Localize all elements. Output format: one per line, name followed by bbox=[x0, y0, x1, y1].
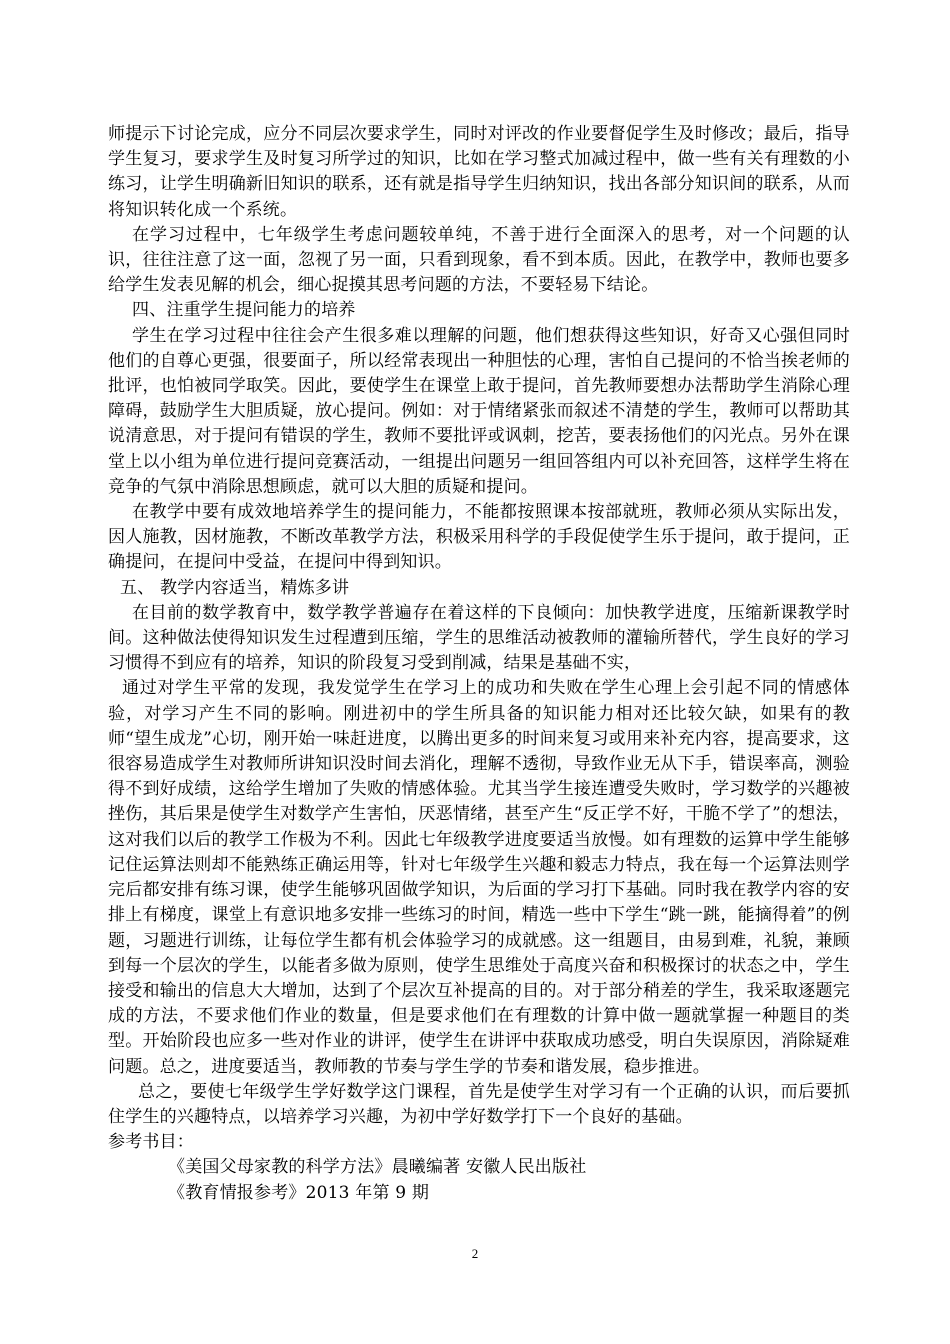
reference-item: 《教育情报参考》2013 年第 9 期 bbox=[168, 1182, 430, 1203]
paragraph: 在学习过程中，七年级学生考虑问题较单纯，不善于进行全面深入的思考，对一个问题的认识，往往注意了这一面，忽视了另一面，只看到现象，看不到本质。因此，在教学中，教师也要多给学生发表见解的机会，细心捉摸其思考问题的方法，不要轻易下结论。 bbox=[108, 224, 850, 296]
paragraph: 在目前的数学教育中，数学教学普遍存在着这样的下良倾向：加快教学进度，压缩新课教学时间。这种做法使得知识发生过程遭到压缩，学生的思维活动被教师的灌输所替代，学生良好的学习习惯得不到应有的培养，知识的阶段复习受到削减，结果是基础不实， bbox=[108, 602, 850, 674]
page-number: 2 bbox=[471, 1246, 479, 1261]
section-heading-5: 五、 教学内容适当，精炼多讲 bbox=[120, 577, 350, 598]
paragraph: 在教学中要有成效地培养学生的提问能力，不能都按照课本按部就班，教师必须从实际出发，因人施教，因材施教，不断改革教学方法，积极采用科学的手段促使学生乐于提问，敢于提问，正确提问，在提问中受益，在提问中得到知识。 bbox=[108, 502, 850, 573]
paragraph: 学生在学习过程中往往会产生很多难以理解的问题，他们想获得这些知识，好奇又心强但同时他们的自尊心更强，很要面子，所以经常表现出一种胆怯的心理，害怕自己提问的不恰当挨老师的批评，也怕被同学取笑。因此，要使学生在课堂上敢于提问，首先教师要想办法帮助学生消除心理障碍，鼓励学生大胆质疑，放心提问。例如：对于情绪紧张而叙述不清楚的学生，教师可以帮助其说清意思，对于提问有错误的学生，教师不要批评或讽刺，挖苦，要表扬他们的闪光点。另外在课堂上以小组为单位进行提问竞赛活动，一组提出问题另一组回答组内可以补充回答，这样学生将在竞争的气氛中消除思想顾虑，就可以大胆的质疑和提问。 bbox=[108, 325, 850, 497]
reference-item: 《美国父母家教的科学方法》晨曦编著 安徽人民出版社 bbox=[168, 1157, 587, 1178]
body-text bbox=[108, 122, 850, 1206]
paragraph: 通过对学生平常的发现，我发觉学生在学习上的成功和失败在学生心理上会引起不同的情感体验，对学习产生不同的影响。刚进初中的学生所具备的知识能力相对还比较欠缺，如果有的教师“望生成龙”心切，刚开始一味赶进度，以腾出更多的时间来复习或用来补充内容，提高要求，这很容易造成学生对教师所讲知识没时间去消化，理解不透彻，导致作业无从下手，错误率高，测验得不到好成绩，这给学生增加了失败的情感体验。尤其当学生接连遭受失败时，学习数学的兴趣被挫伤，其后果是使学生对数学产生害怕，厌恶情绪，甚至产生“反正学不好，干脆不学了”的想法，这对我们以后的教学工作极为不利。因此七年级教学进度要适当放慢。如有理数的运算中学生能够记住运算法则却不能熟练正确运用等，针对七年级学生兴趣和毅志力特点，我在每一个运算法则学完后都安排有练习课，使学生能够巩固做学知识，为后面的学习打下基础。同时我在教学内容的安排上有梯度，课堂上有意识地多安排一些练习的时间，精选一些中下学生“跳一跳，能摘得着”的例题，习题进行训练，让每位学生都有机会体验学习的成就感。这一组题目，由易到难，礼貌，兼顾到每一个层次的学生，以能者多做为原则，使学生思维处于高度兴奋和积极探讨的状态之中，学生接受和输出的信息大大增加，达到了个层次互补提高的目的。对于部分稍差的学生，我采取逐题完成的方法，不要求他们作业的数量，但是要求他们在有理数的计算中做一题就掌握一种题目的类型。开始阶段也应多一些对作业的讲评，使学生在讲评中获取成功感受，明白失误原因，消除疑难问题。总之，进度要适当，教师教的节奏与学生学的节奏和谐发展，稳步推进。 bbox=[108, 678, 850, 1077]
references-label: 参考书目： bbox=[108, 1132, 194, 1153]
paragraph-continuation: 师提示下讨论完成，应分不同层次要求学生，同时对评改的作业要督促学生及时修改；最后，指导学生复习，要求学生及时复习所学过的知识，比如在学习整式加减过程中，做一些有关有理数的小练习，让学生明确新旧知识的联系，还有就是指导学生归纳知识，找出各部分知识间的联系，从而将知识转化成一个系统。 bbox=[108, 124, 850, 220]
paragraph-conclusion: 总之，要使七年级学生学好数学这门课程，首先是使学生对学习有一个正确的认识，而后要抓住学生的兴趣特点，以培养学习兴趣，为初中学好数学打下一个良好的基础。 bbox=[108, 1081, 850, 1127]
section-heading-4: 四、注重学生提问能力的培养 bbox=[132, 300, 356, 321]
